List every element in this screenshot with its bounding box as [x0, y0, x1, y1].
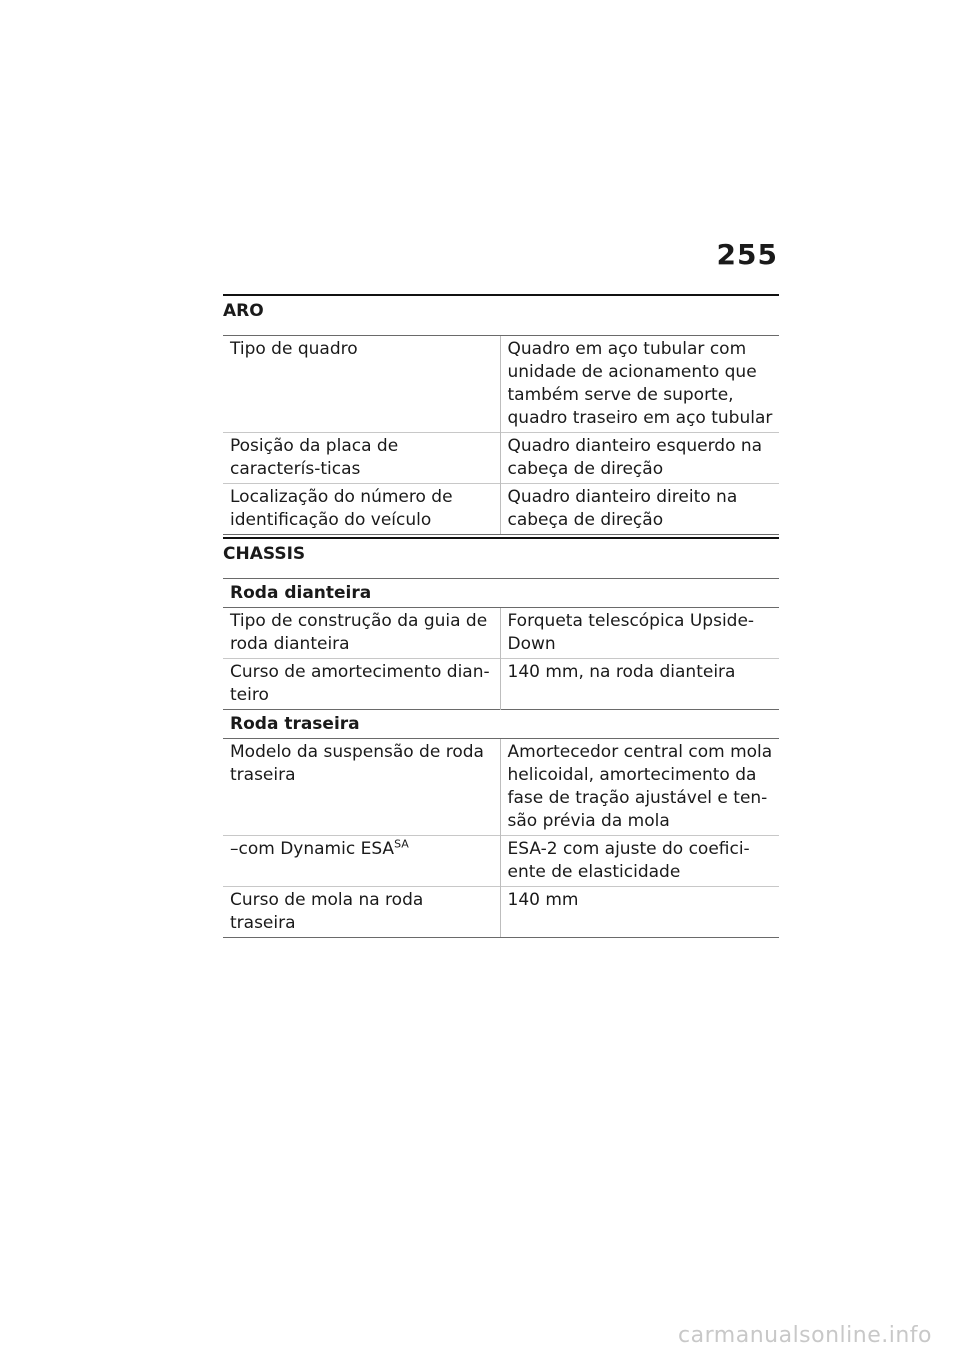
spec-label: Modelo da suspensão de roda traseira [223, 739, 500, 836]
table-row [223, 887, 779, 938]
spec-label: Tipo de quadro [223, 336, 500, 433]
spec-value: ESA-2 com ajuste do coefici-ente de elasticidade [500, 836, 779, 887]
table-row [223, 739, 779, 836]
spec-value: 140 mm [500, 887, 779, 938]
spec-label: Curso de mola na roda traseira [223, 887, 500, 938]
page-number: 255 [716, 238, 778, 271]
spec-value: Quadro em aço tubular com unidade de acionamento que também serve de suporte, quadro traseiro em aço tubular [500, 336, 779, 433]
spec-label-text: –com Dynamic ESA [230, 839, 395, 859]
spec-label: Posição da placa de caracterís-ticas [223, 433, 500, 484]
spec-value: Quadro dianteiro direito na cabeça de direção [500, 484, 779, 535]
spec-value: 140 mm, na roda dianteira [500, 659, 779, 710]
spec-label: Tipo de construção da guia de roda dianteira [223, 608, 500, 659]
spec-value: Amortecedor central com mola helicoidal, amortecimento da fase de tração ajustável e ten-são prévia da mola [500, 739, 779, 836]
front-wheel-subheading: Roda dianteira [223, 579, 779, 608]
aro-section [223, 294, 779, 535]
table-row [223, 336, 779, 433]
table-row [223, 484, 779, 535]
table-subheading-row [223, 710, 779, 739]
table-row [223, 836, 779, 887]
table-row [223, 608, 779, 659]
aro-section-title: ARO [223, 294, 779, 335]
spec-value: Quadro dianteiro esquerdo na cabeça de direção [500, 433, 779, 484]
chassis-spec-table [223, 578, 779, 938]
rear-wheel-subheading: Roda traseira [223, 710, 779, 739]
spec-value: Forqueta telescópica Upside-Down [500, 608, 779, 659]
spec-label: Curso de amortecimento dian-teiro [223, 659, 500, 710]
table-subheading-row [223, 579, 779, 608]
footer-watermark: carmanualsonline.info [678, 1323, 932, 1348]
spec-label-superscript: SA [394, 837, 409, 851]
spec-label: Localização do número de identificação do veículo [223, 484, 500, 535]
chassis-section [223, 537, 779, 938]
chassis-section-title: CHASSIS [223, 537, 779, 578]
spec-label [223, 836, 500, 887]
table-row [223, 433, 779, 484]
aro-spec-table [223, 335, 779, 535]
table-row [223, 659, 779, 710]
